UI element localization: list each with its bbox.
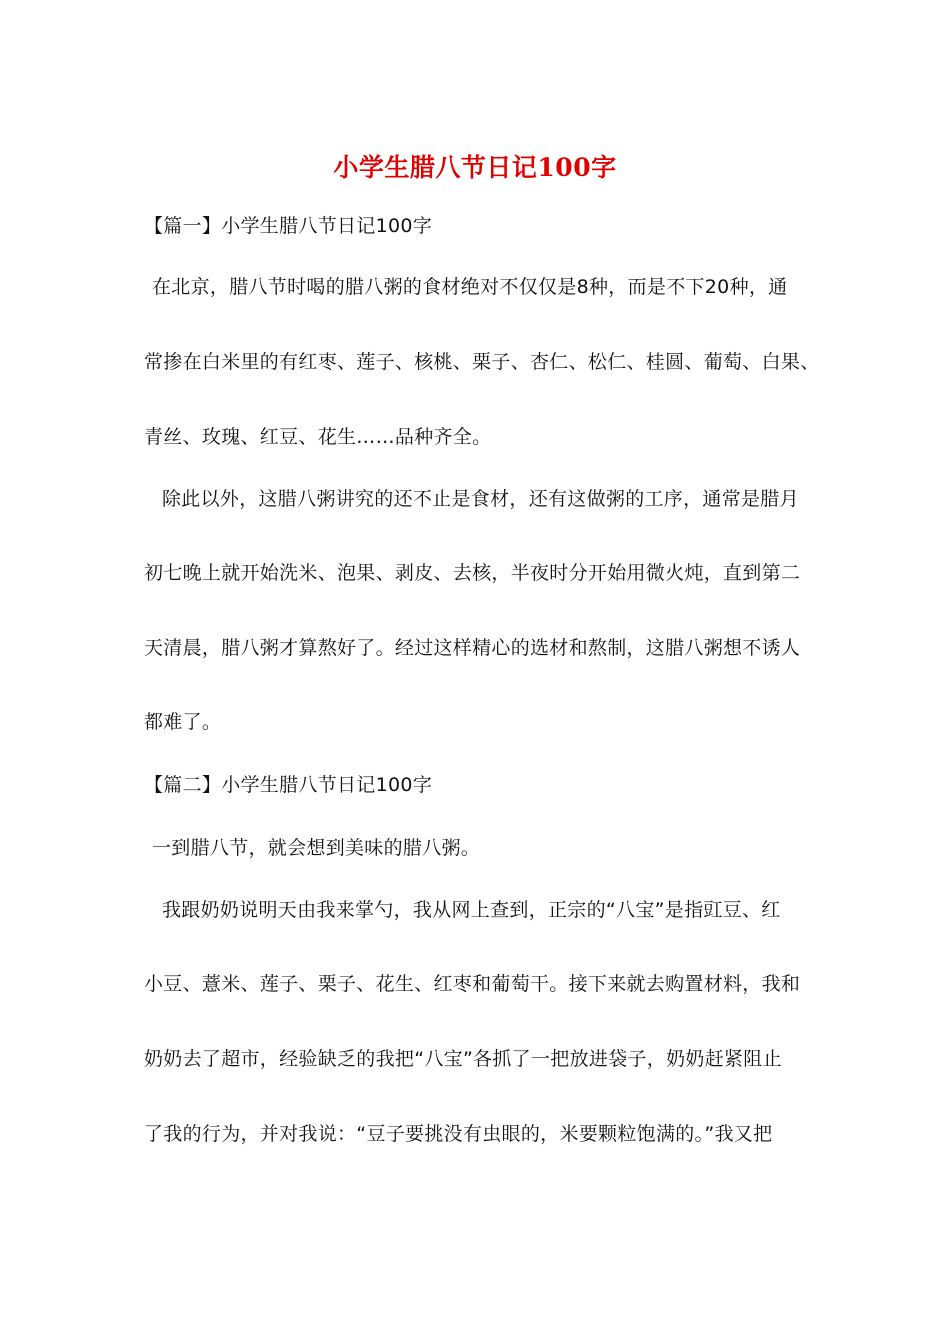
paragraph-line: 初七晚上就开始洗米、泡果、剥皮、去核，半夜时分开始用微火炖，直到第二 bbox=[144, 562, 801, 584]
page-title: 小学生腊八节日记100字 bbox=[333, 153, 617, 182]
section-2-heading: 【篇二】小学生腊八节日记100字 bbox=[144, 774, 433, 796]
paragraph-line: 在北京，腊八节时喝的腊八粥的食材绝对不仅仅是8种，而是不下20种，通 bbox=[152, 276, 788, 298]
section-1-heading: 【篇一】小学生腊八节日记100字 bbox=[144, 215, 433, 237]
paragraph-line: 常掺在白米里的有红枣、莲子、核桃、栗子、杏仁、松仁、桂圆、葡萄、白果、 bbox=[144, 351, 820, 373]
paragraph-line: 小豆、薏米、莲子、栗子、花生、红枣和葡萄干。接下来就去购置材料，我和 bbox=[144, 973, 801, 995]
paragraph-line: 我跟奶奶说明天由我来掌勺，我从网上查到，正宗的“八宝”是指豇豆、红 bbox=[162, 899, 781, 921]
paragraph-line: 都难了。 bbox=[144, 711, 222, 733]
paragraph-line: 奶奶去了超市，经验缺乏的我把“八宝”各抓了一把放进袋子，奶奶赶紧阻止 bbox=[144, 1048, 782, 1070]
paragraph-line: 一到腊八节，就会想到美味的腊八粥。 bbox=[152, 837, 481, 859]
paragraph-line: 了我的行为，并对我说：“豆子要挑没有虫眼的，米要颗粒饱满的。”我又把 bbox=[144, 1123, 773, 1145]
paragraph-line: 天清晨，腊八粥才算熬好了。经过这样精心的选材和熬制，这腊八粥想不诱人 bbox=[144, 637, 801, 659]
paragraph-line: 青丝、玫瑰、红豆、花生……品种齐全。 bbox=[144, 426, 492, 448]
paragraph-line: 除此以外，这腊八粥讲究的还不止是食材，还有这做粥的工序，通常是腊月 bbox=[162, 488, 799, 510]
